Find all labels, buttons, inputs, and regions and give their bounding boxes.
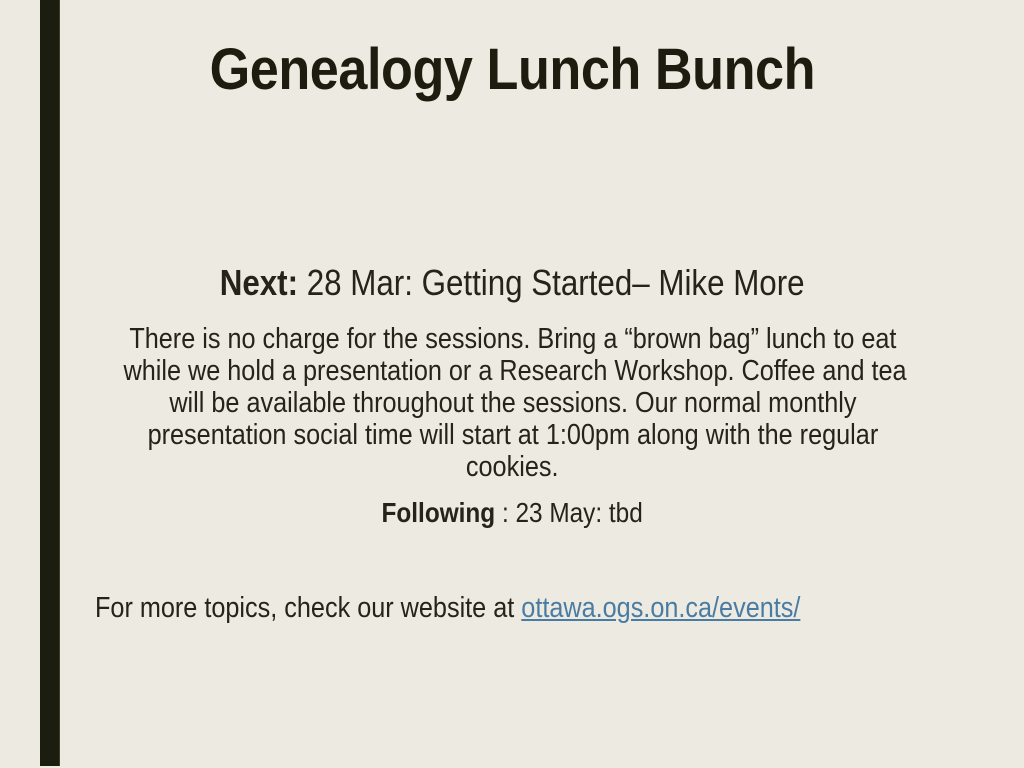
following-label: Following [381,497,496,528]
following-session-text: : 23 May: tbd [495,497,644,528]
website-line [95,592,906,625]
left-accent-bar [40,0,60,766]
next-session-line [65,262,960,304]
following-session-line [65,497,960,529]
website-link[interactable]: ottawa.ogs.on.ca/events/ [521,592,801,624]
next-label: Next: [220,262,299,303]
next-session-text: 28 Mar: Getting Started– Mike More [298,262,805,303]
paragraph-line: will be available throughout the sessions. Our normal monthly [168,387,857,419]
session-info-paragraph [65,323,960,483]
slide-title-text: Genealogy Lunch Bunch [209,37,816,102]
slide-content [65,0,960,768]
paragraph-line: cookies. [466,451,559,483]
paragraph-line: presentation social time will start at 1:00pm along with the regular [147,419,878,451]
paragraph-line: while we hold a presentation or a Research Workshop. Coffee and tea [123,355,907,387]
website-prefix-text: For more topics, check our website at [95,592,522,624]
slide-title [65,36,960,103]
paragraph-line: There is no charge for the sessions. Bring a “brown bag” lunch to eat [128,323,897,355]
